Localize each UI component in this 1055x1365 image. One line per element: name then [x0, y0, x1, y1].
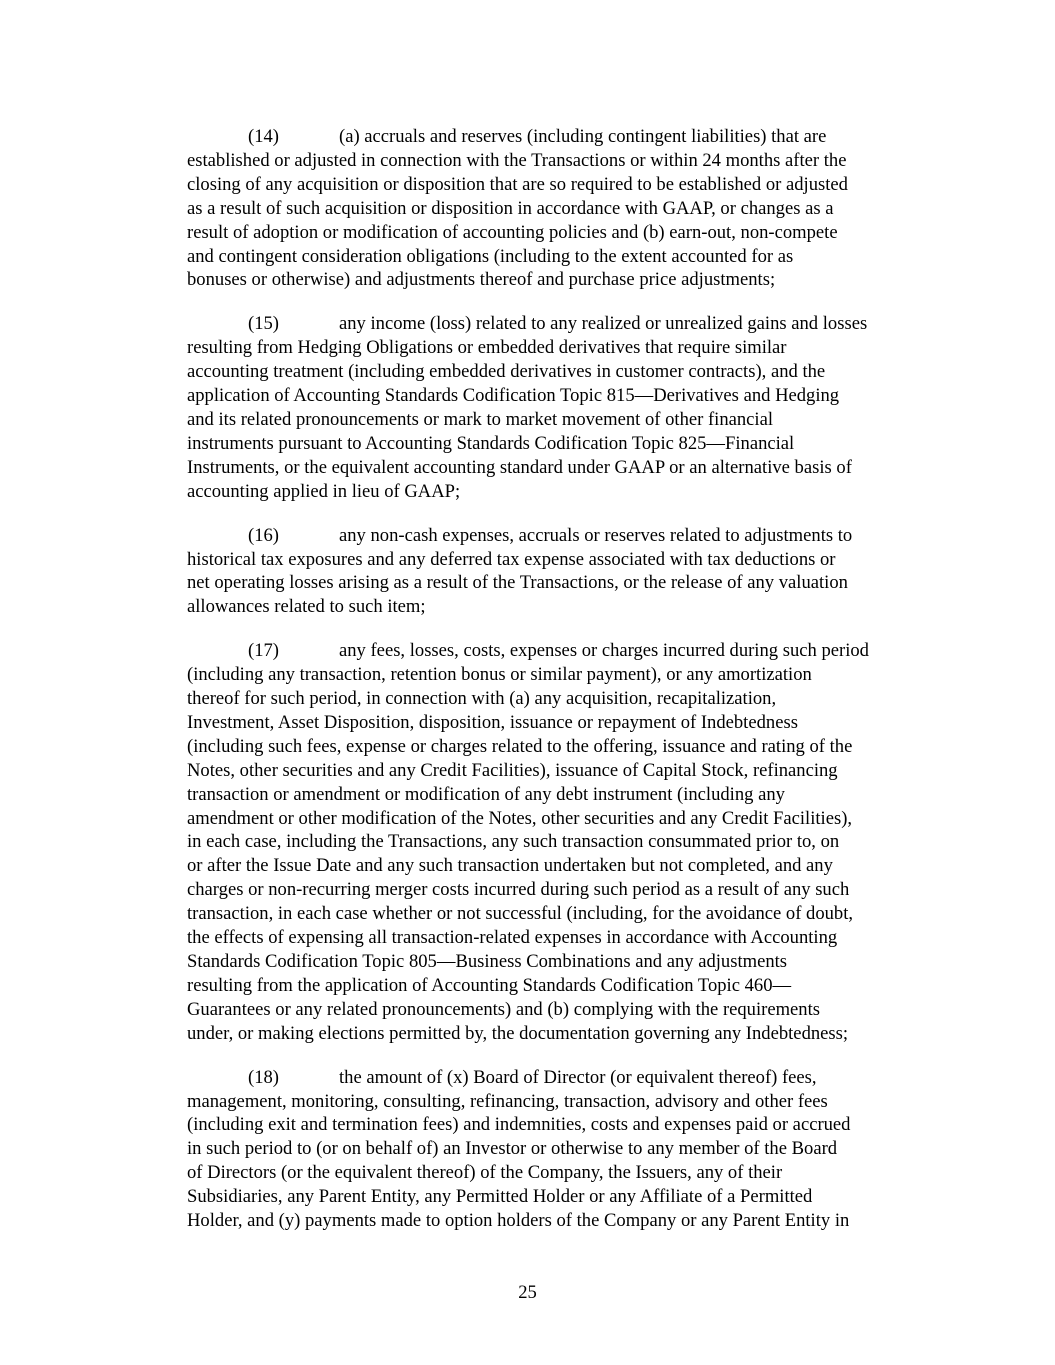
paragraph-line: established or adjusted in connection with the Transactions or within 24 months after the — [187, 149, 847, 171]
paragraph-line: (including any transaction, retention bonus or similar payment), or any amortization — [187, 664, 812, 686]
document-body — [187, 125, 929, 1253]
paragraph-line: closing of any acquisition or disposition that are so required to be established or adjusted — [187, 173, 848, 195]
paragraph-line: resulting from the application of Accounting Standards Codification Topic 460— — [187, 974, 792, 996]
paragraph-line: instruments pursuant to Accounting Standards Codification Topic 825—Financial — [187, 432, 795, 454]
paragraph-line: Instruments, or the equivalent accounting standard under GAAP or an alternative basis of — [187, 456, 852, 478]
paragraph-text: any fees, losses, costs, expenses or charges incurred during such period — [339, 640, 869, 662]
paragraph-line: as a result of such acquisition or disposition in accordance with GAAP, or changes as a — [187, 197, 834, 219]
paragraph-line: application of Accounting Standards Codification Topic 815—Derivatives and Hedging — [187, 385, 840, 407]
paragraph-line: and its related pronouncements or mark to market movement of other financial — [187, 408, 774, 430]
paragraph-line: result of adoption or modification of accounting policies and (b) earn-out, non-compete — [187, 221, 838, 243]
paragraph-number: (16) — [248, 524, 279, 546]
paragraph-line: thereof for such period, in connection with (a) any acquisition, recapitalization, — [187, 688, 777, 710]
paragraph-line: Holder, and (y) payments made to option holders of the Company or any Parent Entity in — [187, 1210, 850, 1232]
paragraph-line: bonuses or otherwise) and adjustments thereof and purchase price adjustments; — [187, 269, 776, 291]
paragraph-line — [187, 1066, 929, 1090]
paragraph-line: Subsidiaries, any Parent Entity, any Permitted Holder or any Affiliate of a Permitted — [187, 1186, 813, 1208]
paragraph-line: management, monitoring, consulting, refinancing, transaction, advisory and other fees — [187, 1090, 828, 1112]
paragraph-line: historical tax exposures and any deferred tax expense associated with tax deductions or — [187, 548, 836, 570]
paragraph-15 — [187, 312, 929, 503]
paragraph-line: net operating losses arising as a result of the Transactions, or the release of any valuation — [187, 572, 848, 594]
paragraph-number: (15) — [248, 313, 279, 335]
paragraph-line: accounting applied in lieu of GAAP; — [187, 480, 461, 502]
paragraph-line: transaction or amendment or modification of any debt instrument (including any — [187, 783, 785, 805]
paragraph-line: accounting treatment (including embedded derivatives in customer contracts), and the — [187, 361, 826, 383]
page-number: 25 — [518, 1282, 537, 1303]
paragraph-line: charges or non-recurring merger costs incurred during such period as a result of any such — [187, 879, 850, 901]
paragraph-line: under, or making elections permitted by, the documentation governing any Indebtedness; — [187, 1022, 849, 1044]
paragraph-line: Standards Codification Topic 805—Business Combinations and any adjustments — [187, 951, 788, 972]
paragraph-14 — [187, 125, 929, 292]
paragraph-line — [187, 524, 929, 548]
paragraph-line: or after the Issue Date and any such transaction undertaken but not completed, and any — [187, 855, 833, 877]
paragraph-line: resulting from Hedging Obligations or embedded derivatives that require similar — [187, 337, 787, 359]
paragraph-line: in such period to (or on behalf of) an Investor or otherwise to any member of the Board — [187, 1138, 838, 1160]
paragraph-line: allowances related to such item; — [187, 596, 426, 618]
paragraph-17 — [187, 639, 929, 1045]
paragraph-number: (18) — [248, 1066, 279, 1088]
paragraph-line: and contingent consideration obligations (including to the extent accounted for as — [187, 245, 794, 267]
paragraph-line: (including such fees, expense or charges related to the offering, issuance and rating of the — [187, 735, 853, 757]
paragraph-line: in each case, including the Transactions, any such transaction consummated prior to, on — [187, 831, 840, 853]
paragraph-text: any non-cash expenses, accruals or reserves related to adjustments to — [339, 524, 853, 546]
paragraph-line — [187, 639, 929, 663]
paragraph-line: Guarantees or any related pronouncements) and (b) complying with the requirements — [187, 998, 821, 1020]
paragraph-line: amendment or other modification of the Notes, other securities and any Credit Facilities), — [187, 807, 853, 829]
paragraph-line: the effects of expensing all transaction-related expenses in accordance with Accounting — [187, 927, 838, 949]
paragraph-line — [187, 312, 929, 336]
paragraph-line: Notes, other securities and any Credit Facilities), issuance of Capital Stock, refinancing — [187, 759, 838, 781]
paragraph-text: the amount of (x) Board of Director (or equivalent thereof) fees, — [339, 1066, 817, 1088]
paragraph-line — [187, 125, 929, 149]
paragraph-text: (a) accruals and reserves (including contingent liabilities) that are — [339, 126, 827, 147]
paragraph-16 — [187, 524, 929, 620]
paragraph-line: of Directors (or the equivalent thereof) of the Company, the Issuers, any of their — [187, 1162, 783, 1184]
paragraph-line: Investment, Asset Disposition, disposition, issuance or repayment of Indebtedness — [187, 711, 798, 733]
paragraph-number: (14) — [248, 126, 279, 147]
paragraph-18 — [187, 1066, 929, 1233]
paragraph-line: transaction, in each case whether or not successful (including, for the avoidance of doubt, — [187, 903, 854, 925]
paragraph-text: any income (loss) related to any realized or unrealized gains and losses — [339, 313, 868, 335]
paragraph-line: (including exit and termination fees) and indemnities, costs and expenses paid or accrued — [187, 1114, 851, 1136]
paragraph-number: (17) — [248, 640, 279, 662]
